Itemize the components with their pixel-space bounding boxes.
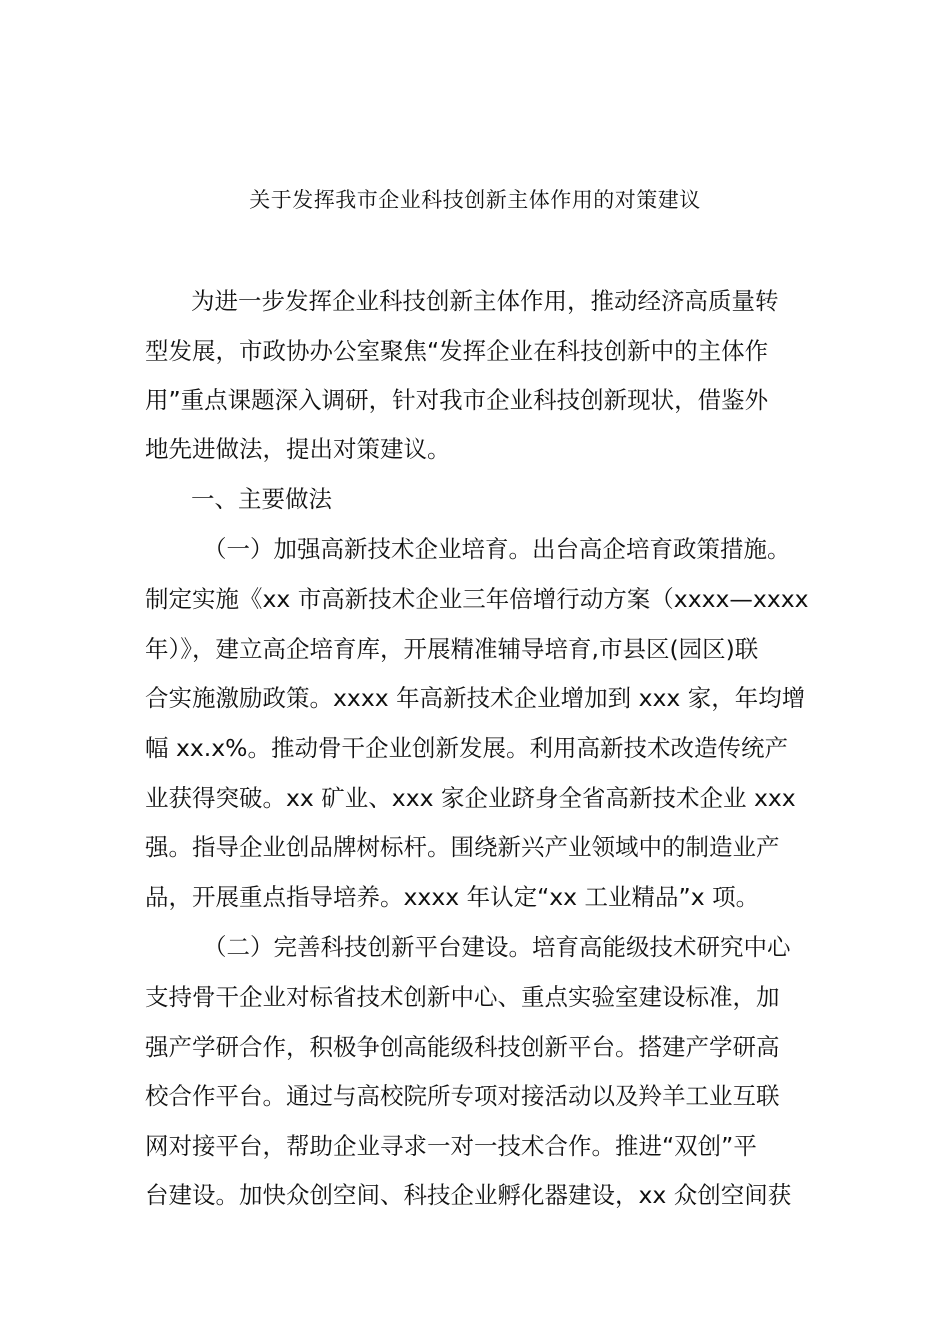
paragraph-line: 地先进做法，提出对策建议。 [145, 435, 451, 463]
document-title: 关于发挥我市企业科技创新主体作用的对策建议 [249, 188, 701, 212]
paragraph-line: 用”重点课题深入调研，针对我市企业科技创新现状，借鉴外 [145, 386, 769, 414]
paragraph-line: 网对接平台，帮助企业寻求一对一技术合作。推进“双创”平 [145, 1132, 757, 1160]
paragraph-line: 型发展，市政协办公室聚焦“发挥企业在科技创新中的主体作 [145, 337, 769, 365]
subsection-heading: （二）完善科技创新平台建设。培育高能级技术研究中心 [203, 933, 791, 961]
paragraph-line: 强产学研合作，积极争创高能级科技创新平台。搭建产学研高 [145, 1033, 780, 1061]
paragraph-line: 强。指导企业创品牌树标杆。围绕新兴产业领域中的制造业产 [145, 833, 780, 861]
paragraph-line: 校合作平台。通过与高校院所专项对接活动以及羚羊工业互联 [145, 1082, 780, 1110]
subsection-heading: （一）加强高新技术企业培育。出台高企培育政策措施。 [203, 535, 791, 563]
paragraph-line: 合实施激励政策。xxxx 年高新技术企业增加到 xxx 家，年均增 [145, 684, 806, 712]
paragraph-line: 品，开展重点指导培养。xxxx 年认定“xx 工业精品”x 项。 [145, 883, 760, 911]
paragraph-line: 为进一步发挥企业科技创新主体作用，推动经济高质量转 [191, 287, 779, 315]
paragraph-line: 业获得突破。xx 矿业、xxx 家企业跻身全省高新技术企业 xxx [145, 784, 796, 812]
paragraph-line: 年）》，建立高企培育库，开展精准辅导培育,市县区(园区)联 [145, 635, 759, 663]
section-heading: 一、主要做法 [191, 485, 332, 513]
paragraph-line: 幅 xx.x%。推动骨干企业创新发展。利用高新技术改造传统产 [145, 734, 788, 762]
paragraph-line: 支持骨干企业对标省技术创新中心、重点实验室建设标准，加 [145, 983, 780, 1011]
paragraph-line: 制定实施《xx 市高新技术企业三年倍增行动方案（xxxx—xxxx [145, 585, 809, 613]
paragraph-line: 台建设。加快众创空间、科技企业孵化器建设，xx 众创空间获 [145, 1181, 792, 1209]
